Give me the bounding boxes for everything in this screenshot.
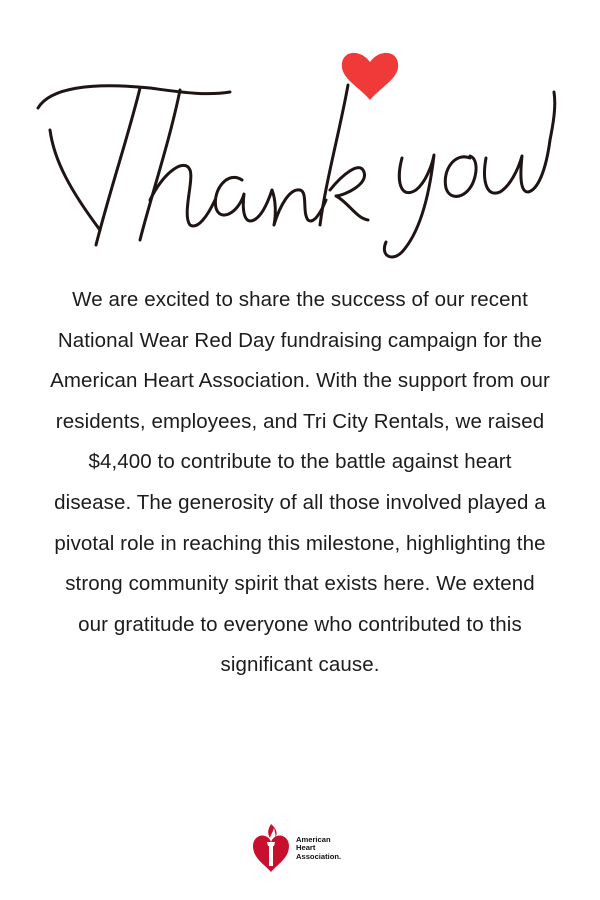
thank-you-message: We are excited to share the success of our recent National Wear Red Day fundraising campaign for the American Heart Association. With the support from our residents, employees, and Tri City Rentals, we raised $4,400 to contribute to the battle against heart disease. The generosity of all those involved played a pivotal role in reaching this milestone, highlighting the strong community spirit that exists here. We extend our gratitude to everyone who contributed to this significant cause. (50, 288, 550, 677)
american-heart-association-logo (250, 820, 360, 875)
heart-torch-icon (250, 820, 292, 875)
logo-line-association: Association. (296, 851, 342, 861)
heart-icon (342, 53, 398, 100)
thank-you-heading (30, 30, 575, 265)
logo-line-american: American (296, 834, 331, 844)
thank-you-script (30, 30, 575, 265)
logo-line-heart: Heart (296, 843, 316, 853)
logo-wordmark (296, 834, 341, 862)
